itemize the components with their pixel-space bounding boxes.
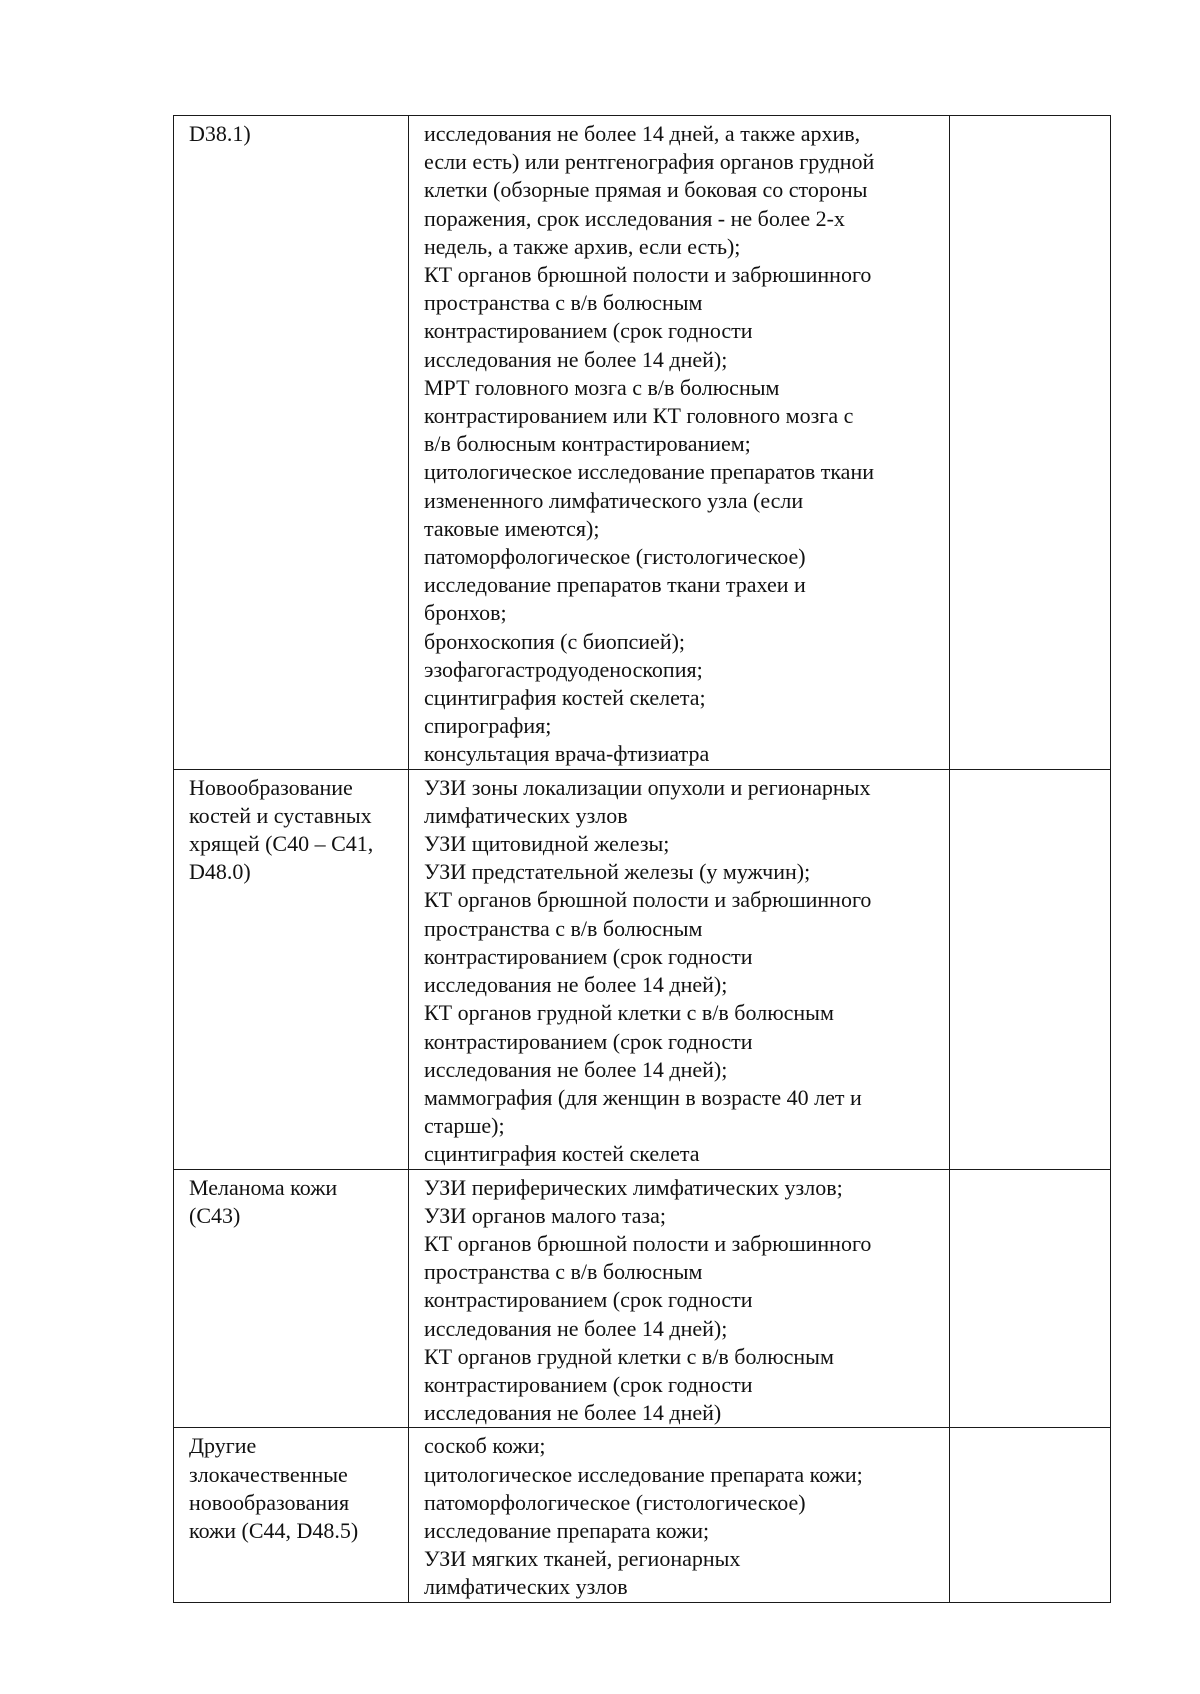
examination-line: сцинтиграфия костей скелета xyxy=(424,1141,700,1167)
examination-line: МРТ головного мозга с в/в болюсным xyxy=(424,374,780,400)
diagnosis-line: Новообразование xyxy=(189,774,353,800)
note-cell xyxy=(950,116,1111,770)
examination-line: контрастированием или КТ головного мозга с xyxy=(424,403,854,429)
examination-line: лимфатических узлов xyxy=(424,1574,628,1600)
examination-line: контрастированием (срок годности xyxy=(424,1287,753,1313)
examination-line: контрастированием (срок годности xyxy=(424,1028,753,1054)
table-body xyxy=(174,116,1111,1603)
diagnosis-cell xyxy=(174,1428,409,1602)
document-table xyxy=(173,115,1111,1603)
examination-line: КТ органов брюшной полости и забрюшинного xyxy=(424,1230,872,1256)
examination-line: соскоб кожи; xyxy=(424,1433,546,1459)
diagnosis-cell xyxy=(174,769,409,1169)
examination-line: УЗИ зоны локализации опухоли и регионарных xyxy=(424,774,871,800)
diagnosis-line: кожи (С44, D48.5) xyxy=(189,1517,359,1543)
examination-line: клетки (обзорные прямая и боковая со стороны xyxy=(424,177,868,203)
note-cell xyxy=(950,769,1111,1169)
examination-line: недель, а также архив, если есть); xyxy=(424,233,741,259)
table-row xyxy=(174,1169,1111,1428)
diagnosis-line: D38.1) xyxy=(189,121,251,146)
examination-line: УЗИ периферических лимфатических узлов; xyxy=(424,1174,843,1200)
examination-line: УЗИ органов малого таза; xyxy=(424,1202,667,1228)
diagnosis-line: Меланома кожи xyxy=(189,1174,338,1200)
diagnosis-line: D48.0) xyxy=(189,859,251,885)
examination-line: контрастированием (срок годности xyxy=(424,943,753,969)
note-cell xyxy=(950,1428,1111,1602)
examination-line: измененного лимфатического узла (если xyxy=(424,487,804,513)
examination-line: УЗИ мягких тканей, регионарных xyxy=(424,1546,741,1572)
examination-line: УЗИ предстательной железы (у мужчин); xyxy=(424,859,811,885)
examination-line: исследования не более 14 дней); xyxy=(424,972,728,998)
examination-line: сцинтиграфия костей скелета; xyxy=(424,685,706,711)
diagnosis-line: злокачественные xyxy=(189,1461,348,1487)
examination-line: исследования не более 14 дней); xyxy=(424,1315,728,1341)
examination-line: КТ органов грудной клетки с в/в болюсным xyxy=(424,1343,834,1369)
examination-line: пространства с в/в болюсным xyxy=(424,1259,703,1285)
examination-line: УЗИ щитовидной железы; xyxy=(424,831,670,857)
examination-line: бронхов; xyxy=(424,600,507,626)
diagnosis-line: Другие xyxy=(189,1433,257,1459)
table-row xyxy=(174,769,1111,1169)
examination-line: КТ органов грудной клетки с в/в болюсным xyxy=(424,1000,834,1026)
table-row xyxy=(174,116,1111,770)
diagnosis-line: костей и суставных xyxy=(189,802,372,828)
examination-line: исследования не более 14 дней); xyxy=(424,1056,728,1082)
examination-line: контрастированием (срок годности xyxy=(424,1371,753,1397)
examination-line: лимфатических узлов xyxy=(424,802,628,828)
examination-line: консультация врача-фтизиатра xyxy=(424,741,710,767)
examination-line: пространства с в/в болюсным xyxy=(424,915,703,941)
diagnosis-line: новообразования xyxy=(189,1489,350,1515)
examinations-cell xyxy=(409,1428,950,1602)
table-row xyxy=(174,1428,1111,1602)
examination-line: исследование препаратов ткани трахеи и xyxy=(424,572,806,598)
examination-line: исследования не более 14 дней, а также архив, xyxy=(424,121,861,146)
examination-line: КТ органов брюшной полости и забрюшинного xyxy=(424,262,872,288)
examination-line: поражения, срок исследования - не более 2-х xyxy=(424,205,845,231)
examination-line: исследование препарата кожи; xyxy=(424,1517,710,1543)
examination-line: пространства с в/в болюсным xyxy=(424,290,703,316)
examination-line: цитологическое исследование препарата кожи; xyxy=(424,1461,863,1487)
examination-line: если есть) или рентгенография органов грудной xyxy=(424,149,875,175)
examination-line: цитологическое исследование препаратов ткани xyxy=(424,459,874,485)
examination-line: патоморфологическое (гистологическое) xyxy=(424,544,806,570)
examination-line: в/в болюсным контрастированием; xyxy=(424,431,751,457)
examination-line: эзофагогастродуоденоскопия; xyxy=(424,656,703,682)
examination-line: бронхоскопия (с биопсией); xyxy=(424,628,686,654)
examination-line: КТ органов брюшной полости и забрюшинного xyxy=(424,887,872,913)
diagnosis-line: хрящей (С40 – С41, xyxy=(189,831,374,857)
examination-line: патоморфологическое (гистологическое) xyxy=(424,1489,806,1515)
examination-line: исследования не более 14 дней) xyxy=(424,1400,722,1426)
note-cell xyxy=(950,1169,1111,1428)
examination-line: контрастированием (срок годности xyxy=(424,318,753,344)
examinations-cell xyxy=(409,769,950,1169)
diagnosis-cell xyxy=(174,1169,409,1428)
examination-line: таковые имеются); xyxy=(424,515,600,541)
examinations-cell xyxy=(409,1169,950,1428)
examination-line: маммография (для женщин в возрасте 40 лет и xyxy=(424,1084,862,1110)
examination-line: спирография; xyxy=(424,713,552,739)
examination-line: исследования не более 14 дней); xyxy=(424,346,728,372)
diagnosis-line: (С43) xyxy=(189,1202,241,1228)
examinations-cell xyxy=(409,116,950,770)
examination-line: старше); xyxy=(424,1113,505,1139)
diagnosis-cell xyxy=(174,116,409,770)
